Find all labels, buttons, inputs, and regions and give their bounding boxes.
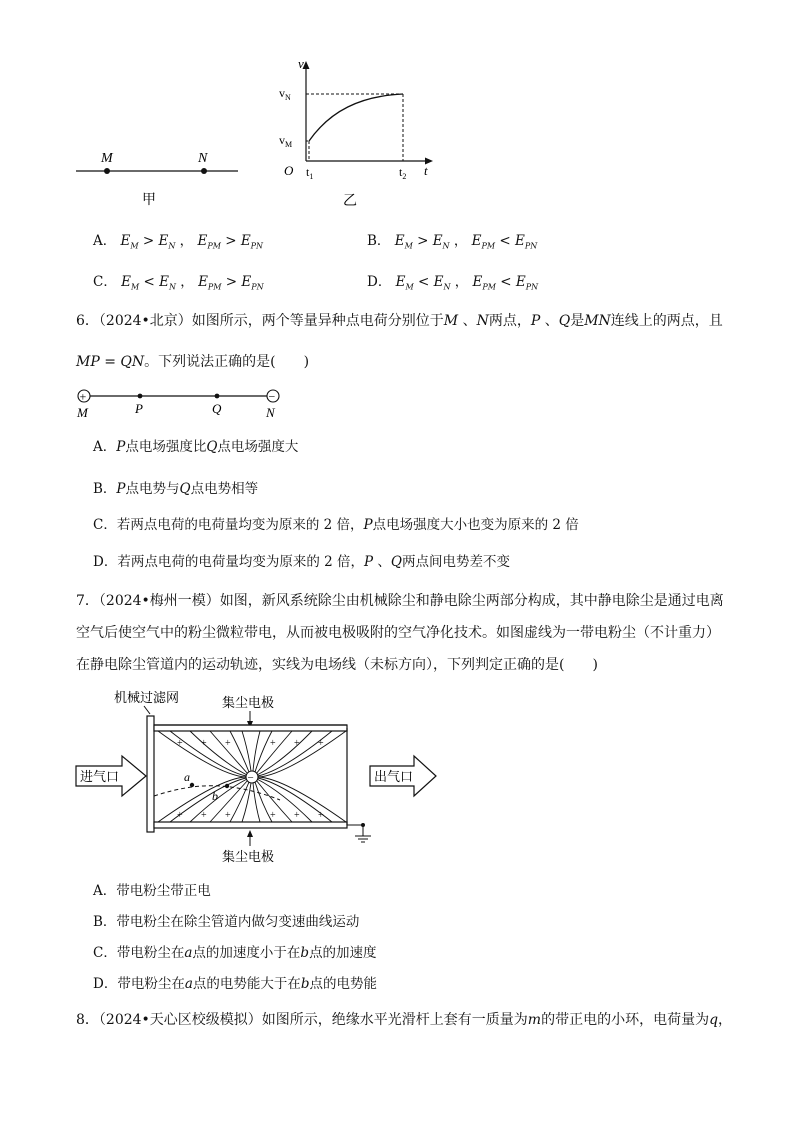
label-origin: O bbox=[284, 163, 294, 178]
q7-option-a[interactable]: A．带电粉尘带正电 bbox=[93, 883, 211, 899]
svg-text:+: + bbox=[177, 810, 183, 821]
filter-mesh bbox=[147, 716, 154, 832]
q6-option-a[interactable]: A．P点电场强度比Q点电场强度大 bbox=[93, 439, 299, 455]
label-t-axis: t bbox=[424, 163, 428, 178]
label-electrode-top: 集尘电极 bbox=[222, 696, 275, 711]
q5-option-a[interactable]: A． $E_M > E_N$ ， $E_{PM} > E_{PN}$ bbox=[93, 233, 264, 251]
figure-yi-vt-graph bbox=[270, 55, 445, 210]
label-inlet: 进气口 bbox=[80, 770, 120, 785]
label-q: Q bbox=[212, 401, 222, 416]
label-filter: 机械过滤网 bbox=[114, 691, 180, 706]
svg-text:+: + bbox=[201, 738, 207, 749]
arrow-up-icon bbox=[247, 830, 253, 837]
q5-option-b[interactable]: B． $E_M > E_N$ ， $E_{PM} < E_{PN}$ bbox=[367, 233, 538, 251]
q6-figure-charges bbox=[70, 383, 290, 423]
option-letter: C． bbox=[93, 274, 117, 290]
svg-text:+: + bbox=[225, 810, 231, 821]
figure-jia bbox=[70, 140, 250, 215]
option-letter: A． bbox=[93, 233, 117, 249]
svg-text:−: − bbox=[268, 389, 276, 404]
point-a bbox=[190, 783, 194, 787]
label-n: N bbox=[198, 151, 208, 166]
svg-text:+: + bbox=[294, 738, 300, 749]
label-v-axis: v bbox=[298, 56, 304, 71]
q7-stem-line2: 空气后使空气中的粉尘微粒带电，从而被电极吸附的空气净化技术。如图虚线为一带电粉尘（不计重力） bbox=[76, 625, 720, 641]
q5-option-c[interactable]: C． $E_M < E_N$ ， $E_{PM} > E_{PN}$ bbox=[93, 274, 264, 292]
svg-text:+: + bbox=[201, 810, 207, 821]
point-p bbox=[138, 394, 143, 399]
label-m: M bbox=[101, 151, 113, 166]
point-b bbox=[225, 784, 229, 788]
label-outlet: 出气口 bbox=[374, 770, 414, 785]
label-vm: $v_M$ bbox=[279, 133, 293, 149]
label-a: a bbox=[184, 770, 190, 784]
q7-option-c[interactable]: C．带电粉尘在a点的加速度小于在b点的加速度 bbox=[93, 945, 377, 961]
q6-option-c[interactable]: C．若两点电荷的电荷量均变为原来的 2 倍，P点电场强度大小也变为原来的 2 倍 bbox=[93, 517, 579, 533]
q7-stem-line1: 7．（2024•梅州一模）如图，新风系统除尘由机械除尘和静电除尘两部分构成，其中静电除尘是通过电离 bbox=[76, 593, 724, 609]
label-m: M bbox=[77, 405, 88, 420]
option-letter: D． bbox=[367, 274, 392, 290]
caption-jia: 甲 bbox=[142, 192, 156, 208]
label-p: P bbox=[135, 401, 143, 416]
plus-charges-bottom bbox=[177, 810, 324, 821]
q5-option-d[interactable]: D． $E_M < E_N$ ， $E_{PM} < E_{PN}$ bbox=[367, 274, 539, 292]
point-n bbox=[201, 168, 207, 174]
label-vn: $v_N$ bbox=[279, 86, 291, 102]
svg-text:+: + bbox=[318, 738, 324, 749]
velocity-curve bbox=[309, 94, 403, 141]
q6-option-d[interactable]: D．若两点电荷的电荷量均变为原来的 2 倍，P 、Q两点间电势差不变 bbox=[93, 554, 510, 570]
option-letter: B． bbox=[367, 233, 391, 249]
q7-figure-electrostatic-precipitator bbox=[70, 688, 450, 868]
q6-option-b[interactable]: B．P点电势与Q点电势相等 bbox=[93, 481, 259, 497]
electrode-plate-bottom bbox=[154, 822, 347, 828]
label-n: N bbox=[266, 405, 275, 420]
label-electrode-bottom: 集尘电极 bbox=[222, 850, 275, 865]
q6-stem-line1: 6．（2024•北京）如图所示，两个等量异种点电荷分别位于M 、N两点，P 、Q是MN连线上的两点，且 bbox=[76, 313, 723, 329]
svg-text:−: − bbox=[247, 772, 254, 784]
caption-yi: 乙 bbox=[343, 193, 357, 209]
label-b: b bbox=[212, 789, 218, 803]
q7-stem-line3: 在静电除尘管道内的运动轨迹，实线为电场线（未标方向），下列判定正确的是( ) bbox=[76, 657, 598, 673]
filter-pointer bbox=[144, 706, 150, 714]
svg-text:+: + bbox=[270, 810, 276, 821]
q7-option-b[interactable]: B．带电粉尘在除尘管道内做匀变速曲线运动 bbox=[93, 914, 360, 930]
label-t1: $t_1$ bbox=[306, 165, 314, 181]
svg-text:+: + bbox=[294, 810, 300, 821]
q6-stem-line2: MP = QN。下列说法正确的是( ) bbox=[76, 354, 310, 370]
point-q bbox=[215, 394, 220, 399]
svg-text:+: + bbox=[177, 738, 183, 749]
svg-text:+: + bbox=[79, 389, 87, 404]
point-m bbox=[104, 168, 110, 174]
svg-text:+: + bbox=[318, 810, 324, 821]
electrode-plate-top bbox=[154, 725, 347, 731]
svg-text:+: + bbox=[270, 738, 276, 749]
q8-stem-line1: 8．（2024•天心区校级模拟）如图所示，绝缘水平光滑杆上套有一质量为m的带正电的小环，电荷量为q， bbox=[76, 1012, 733, 1028]
label-t2: $t_2$ bbox=[399, 165, 407, 181]
q7-option-d[interactable]: D．带电粉尘在a点的电势能大于在b点的电势能 bbox=[93, 976, 378, 992]
svg-text:+: + bbox=[225, 738, 231, 749]
